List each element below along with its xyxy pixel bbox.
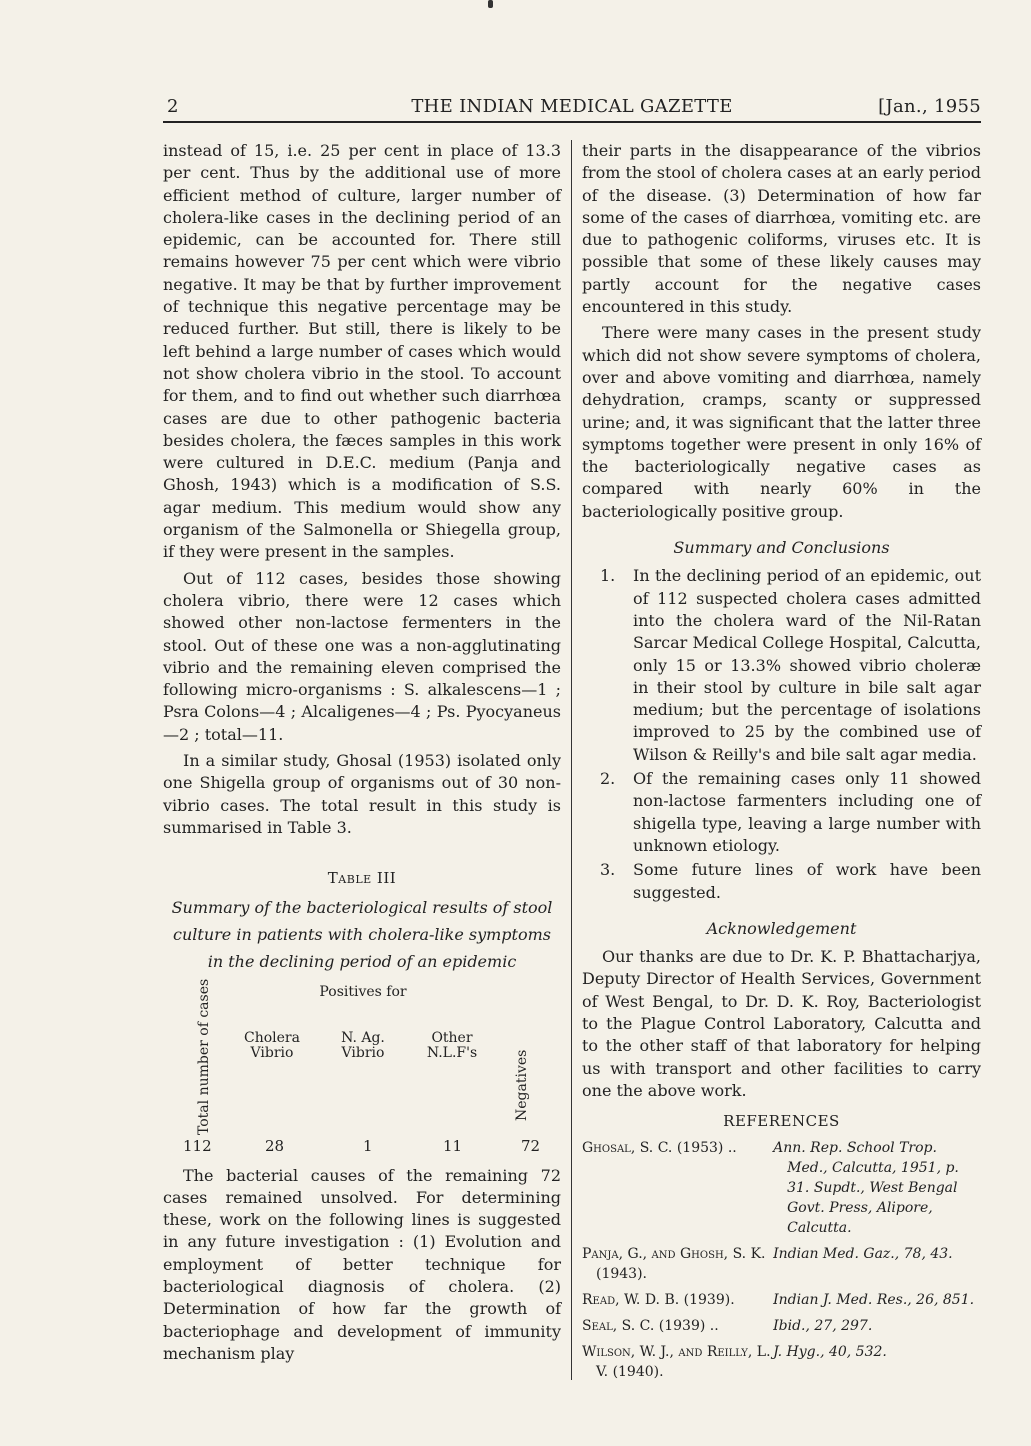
page-number: 2 <box>167 96 179 117</box>
left-column <box>163 140 561 1369</box>
paragraph: The bacterial causes of the remaining 72 cases remained unsolved. For determining these, work on the following lines is suggested in any future investigation : (1) Evolution and employment of better technique for bacteriological diagnosis of cholera. (2) Determination of how far the growth of bacteriophage and development of immunity mechanism play <box>163 1165 561 1363</box>
positives-for-header: Positives for <box>319 983 407 1000</box>
scan-mark <box>488 0 493 8</box>
reference-item: Panja, G., and Ghosh, S. K. (1943). Indian Med. Gaz., 78, 43. <box>582 1246 953 1283</box>
table-cell: 11 <box>443 1136 463 1155</box>
paragraph: Our thanks are due to Dr. K. P. Bhattacharjya, Deputy Director of Health Services, Government of West Bengal, to Dr. D. K. Roy, Bacteriologist to the Plague Control Laboratory, Calcutta and to the other staff of that laboratory for helping us with transport and other facilities to carry one the above work. <box>582 947 981 1100</box>
list-item: 3. Some future lines of work have been suggested. <box>600 860 981 902</box>
table-cell: 72 <box>521 1136 541 1155</box>
summary-list <box>582 565 981 903</box>
right-column <box>582 140 981 1388</box>
paragraph: There were many cases in the present study which did not show severe symptoms of cholera, over and above vomiting and diarrhœa, namely dehydration, cramps, scanty or suppressed urine; and, it was significant that the latter three symptoms together were present in only 16% of the bacteriologically negative cases as compared with nearly 60% in the bacteriologically positive group. <box>582 323 981 521</box>
table-cell: 28 <box>265 1136 285 1155</box>
reference-item: Read, W. D. B. (1939). Indian J. Med. Res., 26, 851. <box>582 1292 975 1309</box>
table-title: Table III <box>327 869 397 888</box>
col-nag-header: N. Ag. Vibrio <box>341 1029 385 1061</box>
column-divider <box>571 140 572 1380</box>
paragraph: their parts in the disappearance of the vibrios from the stool of cholera cases at an early period of the disease. (3) Determination of how far some of the cases of diarrhœa, vomiting etc. are due to pathogenic coliforms, viruses etc. It is possible that some of these likely causes may partly account for the negative cases encountered in this study. <box>582 141 981 317</box>
reference-item: Seal, S. C. (1939) .. Ibid., 27, 297. <box>582 1318 873 1335</box>
col-cholera-header: Cholera Vibrio <box>244 1029 300 1061</box>
issue-date: [Jan., 1955 <box>878 96 981 117</box>
reference-item: Wilson, W. J., and Reilly, L. V. (1940). J. Hyg., 40, 532. <box>582 1344 887 1381</box>
acknowledgement-heading: Acknowledgement <box>706 918 857 938</box>
running-header <box>163 96 981 120</box>
table-caption: Summary of the bacteriological results of stool culture in patients with cholera-like symptoms in the declining period of an epidemic <box>171 897 553 971</box>
results-table-row <box>163 1135 561 1165</box>
col-total-header: Total number of cases <box>196 978 212 1135</box>
references-heading: REFERENCES <box>723 1112 840 1131</box>
col-negatives-header: Negatives <box>514 1049 530 1121</box>
table-cell: 1 <box>363 1136 373 1155</box>
summary-heading: Summary and Conclusions <box>673 538 890 558</box>
results-table-header <box>163 978 561 1135</box>
paragraph: Out of 112 cases, besides those showing cholera vibrio, there were 12 cases which showed other non-lactose fermenters in the stool. Out of these one was a non-agglutinating vibrio and the remaining eleven comprised the following micro-organisms : S. alkalescens—1 ; Psra Colons—4 ; Alcaligenes—4 ; Ps. Pyocyaneus —2 ; total—11. <box>163 568 561 744</box>
paragraph: instead of 15, i.e. 25 per cent in place of 13.3 per cent. Thus by the additional use of more efficient method of culture, larger number of cholera-like cases in the declining period of an epidemic, can be accounted for. There still remains however 75 per cent which were vibrio negative. It may be that by further improvement of technique this negative percentage may be reduced further. But still, there is likely to be left behind a large number of cases which would not show cholera vibrio in the stool. To account for them, and to find out whether such diarrhœa cases are due to other pathogenic bacteria besides cholera, the fæces samples in this work were cultured in D.E.C. medium (Panja and Ghosh, 1943) which is a modification of S.S. agar medium. This medium would show any organism of the Salmonella or Shiegella group, if they were present in the samples. <box>163 141 561 562</box>
journal-title: THE INDIAN MEDICAL GAZETTE <box>411 96 733 117</box>
list-item: 2. Of the remaining cases only 11 showed non-lactose farmenters including one of shigella type, leaving a large number with unknown etiology. <box>600 769 981 855</box>
table-cell: 112 <box>183 1136 212 1155</box>
list-item: 1. In the declining period of an epidemic, out of 112 suspected cholera cases admitted into the cholera ward of the Nil-Ratan Sarcar Medical College Hospital, Calcutta, only 15 or 13.3% showed vibrio choleræ in their stool by culture in bile salt agar medium; but the percentage of isolations improved to 25 by the combined use of Wilson & Reilly's and bile salt agar media. <box>600 566 981 764</box>
paragraph: In a similar study, Ghosal (1953) isolated only one Shigella group of organisms out of 30 non-vibrio cases. The total result in this study is summarised in Table 3. <box>163 751 561 837</box>
header-rule <box>163 121 981 123</box>
col-other-header: Other N.L.F's <box>426 1029 478 1061</box>
reference-item: Ghosal, S. C. (1953) .. Ann. Rep. School Trop. Med., Calcutta, 1951, p. 31. Supdt., West Bengal Govt. Press, Alipore, Calcutta. <box>582 1140 959 1237</box>
